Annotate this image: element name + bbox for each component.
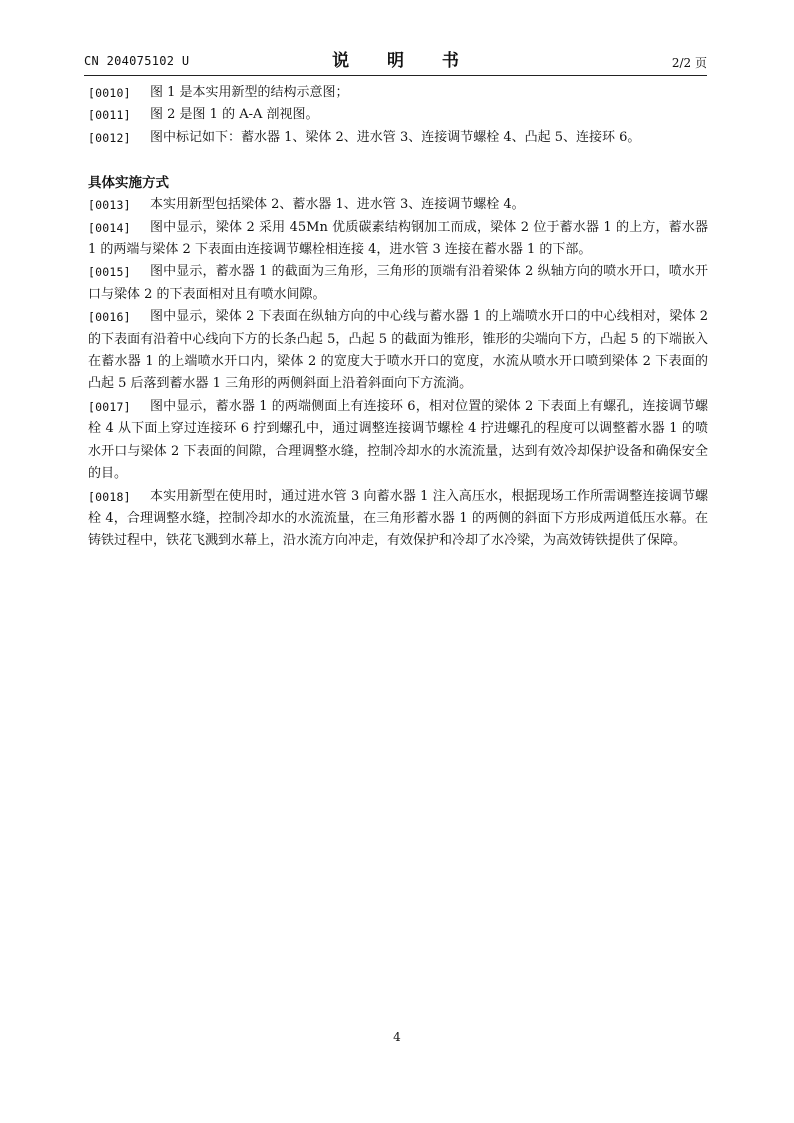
paragraph-0018 bbox=[88, 486, 708, 553]
paragraph-number: [0011] bbox=[88, 108, 131, 123]
paragraph-0013 bbox=[88, 194, 708, 216]
paragraph-0015 bbox=[88, 261, 708, 306]
paragraph-number: [0016] bbox=[88, 310, 131, 325]
paragraph-text: 图中显示，蓄水器 1 的截面为三角形，三角形的顶端有沿着梁体 2 纵轴方向的喷水开口，喷水开口与梁体 2 的下表面相对且有喷水间隙。 bbox=[88, 264, 708, 302]
paragraph-text: 图中显示，梁体 2 采用 45Mn 优质碳素结构钢加工而成，梁体 2 位于蓄水器 1 的上方，蓄水器 1 的两端与梁体 2 下表面由连接调节螺栓相连接 4，进水管 3 连接在蓄水器 1 的下部。 bbox=[88, 219, 708, 258]
paragraph-0016 bbox=[88, 306, 708, 396]
page-info: 2/2 页 bbox=[671, 56, 707, 70]
paragraph-number: [0017] bbox=[88, 399, 131, 414]
paragraph-number: [0014] bbox=[88, 220, 131, 235]
page-number: 4 bbox=[393, 1030, 401, 1044]
document-body bbox=[88, 82, 708, 553]
paragraph-text: 本实用新型包括梁体 2、蓄水器 1、进水管 3、连接调节螺栓 4。 bbox=[150, 197, 525, 213]
paragraph-0012 bbox=[88, 127, 708, 149]
paragraph-number: [0012] bbox=[88, 130, 131, 145]
header-rule bbox=[84, 75, 707, 76]
paragraph-number: [0013] bbox=[88, 198, 131, 213]
paragraph-0010 bbox=[88, 82, 708, 104]
paragraph-text: 图中标记如下：蓄水器 1、梁体 2、进水管 3、连接调节螺栓 4、凸起 5、连接环 6。 bbox=[150, 129, 641, 145]
paragraph-text: 本实用新型在使用时，通过进水管 3 向蓄水器 1 注入高压水，根据现场工作所需调整连接调节螺栓 4，合理调整水缝，控制冷却水的水流流量，在三角形蓄水器 1 的两侧的斜面下方形成两道低压水幕。在铸铁过程中，铁花飞溅到水幕上，沿水流方向冲走，有效保护和冷却了水冷梁，为高效铸铁提供了保障。 bbox=[88, 488, 708, 549]
paragraph-number: [0018] bbox=[88, 489, 131, 504]
document-title: 说 明 书 bbox=[332, 51, 475, 71]
paragraph-number: [0010] bbox=[88, 86, 131, 100]
paragraph-number: [0015] bbox=[88, 265, 131, 280]
paragraph-text: 图 1 是本实用新型的结构示意图； bbox=[150, 85, 349, 100]
paragraph-text: 图 2 是图 1 的 A-A 剖视图。 bbox=[150, 107, 319, 123]
section-title: 具体实施方式 bbox=[88, 175, 169, 192]
paragraph-0011 bbox=[88, 104, 708, 126]
paragraph-text: 图中显示，蓄水器 1 的两端侧面上有连接环 6，相对位置的梁体 2 下表面上有螺孔，连接调节螺栓 4 从下面上穿过连接环 6 拧到螺孔中，通过调整连接调节螺栓 4 拧进螺孔的程度可以调整蓄水器 1 的喷水开口与梁体 2 下表面的间隙，合理调整水缝，控制冷却水的水流流量，达到有效冷却保护设备和确保安全的目。 bbox=[88, 398, 708, 482]
paragraph-0017 bbox=[88, 396, 708, 486]
page-header bbox=[84, 46, 707, 74]
paragraph-0014 bbox=[88, 217, 708, 262]
document-number: CN 204075102 U bbox=[84, 54, 190, 68]
paragraph-text: 图中显示，梁体 2 下表面在纵轴方向的中心线与蓄水器 1 的上端喷水开口的中心线相对，梁体 2 的下表面有沿着中心线向下方的长条凸起 5，凸起 5 的截面为锥形，锥形的尖端向下方，凸起 5 的下端嵌入在蓄水器 1 的上端喷水开口内，梁体 2 的宽度大于喷水开口的宽度，水流从喷水开口喷到梁体 2 下表面的凸起 5 后落到蓄水器 1 三角形的两侧斜面上沿着斜面向下方流淌。 bbox=[88, 309, 708, 392]
